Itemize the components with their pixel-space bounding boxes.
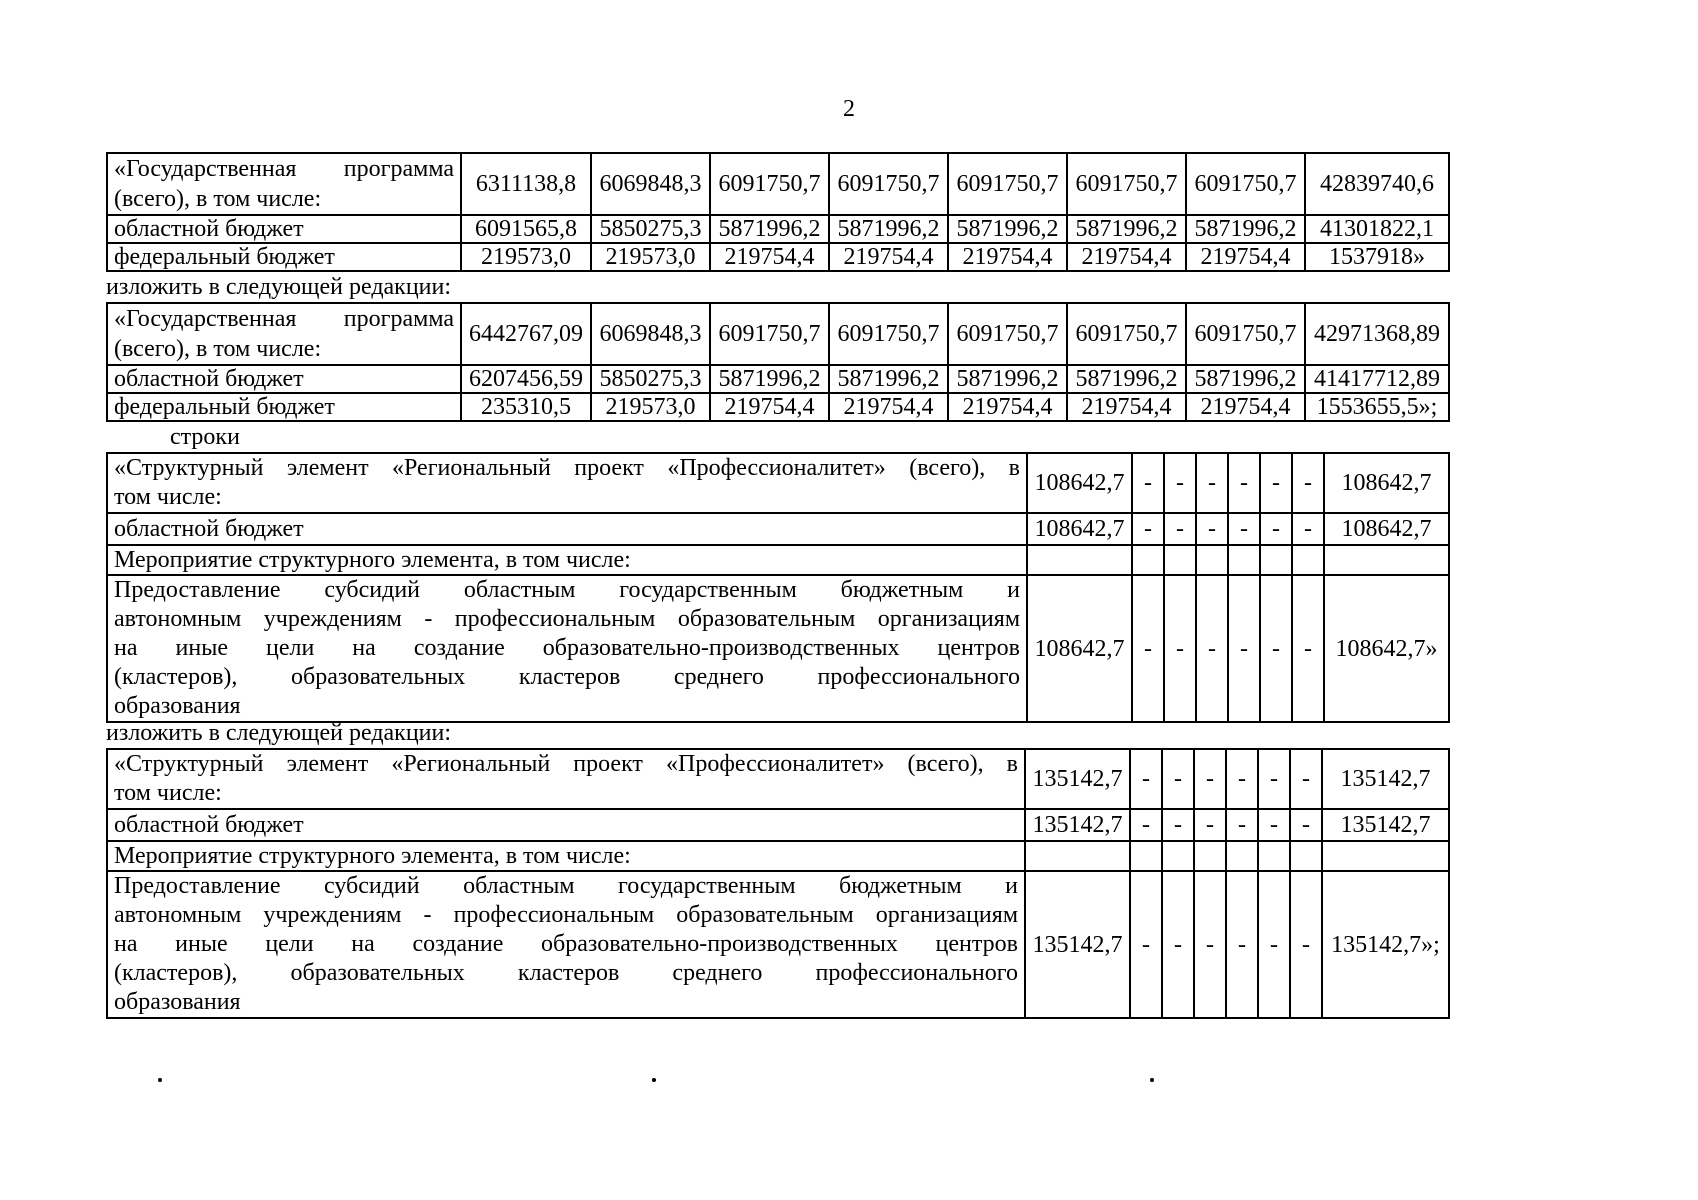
row-label-line: (кластеров), образовательных кластеров среднего профессионального	[114, 960, 1018, 986]
dash-cell: -	[1162, 749, 1194, 809]
value-cell: 6069848,3	[591, 153, 710, 215]
row-label-line: областной бюджет	[114, 516, 304, 542]
row-label-line: том числе:	[114, 780, 222, 806]
table-row	[107, 871, 1449, 1018]
value-cell: 6091750,7	[710, 153, 829, 215]
value-cell: 5871996,2	[948, 365, 1067, 393]
row-label-line: Предоставление субсидий областным государственным бюджетным и	[114, 577, 1020, 603]
total-cell: 135142,7	[1322, 749, 1449, 809]
dash-cell: -	[1228, 513, 1260, 545]
value-cell: 108642,7	[1027, 575, 1132, 722]
table-row	[107, 809, 1449, 841]
table-row	[107, 215, 1449, 243]
dash-cell: -	[1260, 453, 1292, 513]
table-row	[107, 545, 1449, 575]
table-row	[107, 243, 1449, 271]
value-cell: 42971368,89	[1305, 303, 1449, 365]
row-label-line: том числе:	[114, 484, 222, 510]
value-cell: 219573,0	[591, 243, 710, 271]
row-label: областной бюджет	[107, 215, 461, 243]
row-label-line: Мероприятие структурного элемента, в том числе:	[114, 843, 631, 869]
value-cell: 219754,4	[948, 393, 1067, 421]
value-cell: 6091750,7	[829, 303, 948, 365]
value-cell: 6442767,09	[461, 303, 591, 365]
dash-cell: -	[1162, 871, 1194, 1018]
row-label-line: (кластеров), образовательных кластеров среднего профессионального	[114, 664, 1020, 690]
dash-cell: -	[1226, 871, 1258, 1018]
value-cell: 6207456,59	[461, 365, 591, 393]
value-cell	[1025, 841, 1130, 871]
dash-cell: -	[1194, 809, 1226, 841]
budget-table-old	[106, 152, 1450, 272]
dash-cell	[1130, 841, 1162, 871]
dash-cell	[1228, 545, 1260, 575]
dash-cell: -	[1130, 809, 1162, 841]
dash-cell: -	[1226, 749, 1258, 809]
rows-label: строки	[170, 424, 240, 450]
dash-cell: -	[1228, 453, 1260, 513]
row-label: федеральный бюджет	[107, 243, 461, 271]
row-label-line: на иные цели на создание образовательно-производственных центров	[114, 931, 1018, 957]
row-label: областной бюджет	[107, 365, 461, 393]
row-label	[107, 545, 1027, 575]
value-cell: 135142,7	[1025, 749, 1130, 809]
value-cell: 6091750,7	[1186, 303, 1305, 365]
dash-cell: -	[1292, 453, 1324, 513]
table-row	[107, 365, 1449, 393]
value-cell: 5850275,3	[591, 365, 710, 393]
row-label-line: (всего), в том числе:	[114, 186, 322, 212]
value-cell: 1553655,5»;	[1305, 393, 1449, 421]
row-label-line: образования	[114, 693, 241, 719]
table-row	[107, 841, 1449, 871]
edit-instruction-1: изложить в следующей редакции:	[106, 274, 452, 300]
value-cell: 6091750,7	[829, 153, 948, 215]
value-cell: 6069848,3	[591, 303, 710, 365]
row-label	[107, 303, 461, 365]
dash-cell: -	[1290, 871, 1322, 1018]
dash-cell: -	[1196, 453, 1228, 513]
dash-cell: -	[1258, 871, 1290, 1018]
value-cell: 219754,4	[1067, 243, 1186, 271]
edit-instruction-2: изложить в следующей редакции:	[106, 720, 452, 746]
dash-cell: -	[1164, 453, 1196, 513]
dash-cell: -	[1258, 809, 1290, 841]
value-cell: 219573,0	[591, 393, 710, 421]
scan-dot	[158, 1078, 162, 1082]
dash-cell: -	[1226, 809, 1258, 841]
value-cell: 5871996,2	[710, 365, 829, 393]
value-cell: 5871996,2	[829, 215, 948, 243]
value-cell: 6091750,7	[1067, 153, 1186, 215]
row-label-line: на иные цели на создание образовательно-производственных центров	[114, 635, 1020, 661]
value-cell: 219754,4	[1186, 243, 1305, 271]
row-label-line: автономным учреждениям - профессиональным образовательным организациям	[114, 902, 1018, 928]
dash-cell	[1260, 545, 1292, 575]
table-row	[107, 749, 1449, 809]
dash-cell: -	[1196, 575, 1228, 722]
value-cell: 135142,7	[1025, 871, 1130, 1018]
row-label-line: областной бюджет	[114, 812, 304, 838]
value-cell: 5850275,3	[591, 215, 710, 243]
dash-cell: -	[1164, 575, 1196, 722]
row-label-line: Мероприятие структурного элемента, в том числе:	[114, 547, 631, 573]
value-cell: 5871996,2	[710, 215, 829, 243]
dash-cell	[1194, 841, 1226, 871]
dash-cell: -	[1290, 749, 1322, 809]
structural-element-table-old	[106, 452, 1450, 723]
dash-cell	[1292, 545, 1324, 575]
row-label	[107, 153, 461, 215]
row-label: федеральный бюджет	[107, 393, 461, 421]
dash-cell	[1164, 545, 1196, 575]
value-cell	[1027, 545, 1132, 575]
value-cell: 6091750,7	[1067, 303, 1186, 365]
value-cell: 5871996,2	[1186, 365, 1305, 393]
value-cell: 41301822,1	[1305, 215, 1449, 243]
row-label	[107, 749, 1025, 809]
dash-cell: -	[1260, 575, 1292, 722]
total-cell: 135142,7»;	[1322, 871, 1449, 1018]
dash-cell: -	[1292, 513, 1324, 545]
dash-cell	[1132, 545, 1164, 575]
dash-cell: -	[1132, 453, 1164, 513]
value-cell: 219754,4	[1186, 393, 1305, 421]
dash-cell	[1162, 841, 1194, 871]
row-label-line: «Структурный элемент «Региональный проект «Профессионалитет» (всего), в	[114, 455, 1020, 481]
row-label-line: «Государственная программа	[114, 156, 454, 182]
dash-cell: -	[1258, 749, 1290, 809]
total-cell: 108642,7	[1324, 453, 1449, 513]
value-cell: 6091750,7	[710, 303, 829, 365]
value-cell: 135142,7	[1025, 809, 1130, 841]
dash-cell: -	[1292, 575, 1324, 722]
value-cell: 5871996,2	[1067, 215, 1186, 243]
dash-cell: -	[1132, 513, 1164, 545]
dash-cell	[1196, 545, 1228, 575]
table-row	[107, 393, 1449, 421]
row-label-line: (всего), в том числе:	[114, 336, 322, 362]
value-cell: 42839740,6	[1305, 153, 1449, 215]
dash-cell: -	[1162, 809, 1194, 841]
row-label-line: автономным учреждениям - профессиональным образовательным организациям	[114, 606, 1020, 632]
dash-cell: -	[1132, 575, 1164, 722]
table-row	[107, 453, 1449, 513]
dash-cell: -	[1290, 809, 1322, 841]
dash-cell	[1290, 841, 1322, 871]
value-cell: 5871996,2	[948, 215, 1067, 243]
row-label	[107, 871, 1025, 1018]
value-cell: 41417712,89	[1305, 365, 1449, 393]
dash-cell: -	[1164, 513, 1196, 545]
dash-cell: -	[1130, 749, 1162, 809]
value-cell: 5871996,2	[829, 365, 948, 393]
row-label	[107, 575, 1027, 722]
value-cell: 6091750,7	[948, 303, 1067, 365]
dash-cell	[1226, 841, 1258, 871]
dash-cell: -	[1228, 575, 1260, 722]
value-cell: 6091565,8	[461, 215, 591, 243]
total-cell: 108642,7	[1324, 513, 1449, 545]
total-cell: 135142,7	[1322, 809, 1449, 841]
dash-cell: -	[1196, 513, 1228, 545]
row-label-line: «Государственная программа	[114, 306, 454, 332]
value-cell: 6091750,7	[1186, 153, 1305, 215]
dash-cell: -	[1194, 871, 1226, 1018]
budget-table-new	[106, 302, 1450, 422]
value-cell: 6091750,7	[948, 153, 1067, 215]
page-number: 2	[843, 96, 855, 122]
table-row	[107, 303, 1449, 365]
row-label	[107, 841, 1025, 871]
dash-cell: -	[1260, 513, 1292, 545]
value-cell: 219754,4	[710, 243, 829, 271]
row-label	[107, 809, 1025, 841]
scan-dot	[1150, 1078, 1154, 1082]
value-cell: 108642,7	[1027, 513, 1132, 545]
value-cell: 235310,5	[461, 393, 591, 421]
value-cell: 1537918»	[1305, 243, 1449, 271]
value-cell: 219754,4	[948, 243, 1067, 271]
dash-cell	[1258, 841, 1290, 871]
row-label-line: образования	[114, 989, 241, 1015]
table-row	[107, 513, 1449, 545]
value-cell: 219573,0	[461, 243, 591, 271]
table-row	[107, 575, 1449, 722]
total-cell: 108642,7»	[1324, 575, 1449, 722]
dash-cell: -	[1194, 749, 1226, 809]
value-cell: 219754,4	[829, 243, 948, 271]
value-cell: 108642,7	[1027, 453, 1132, 513]
dash-cell: -	[1130, 871, 1162, 1018]
total-cell	[1324, 545, 1449, 575]
structural-element-table-new	[106, 748, 1450, 1019]
value-cell: 219754,4	[1067, 393, 1186, 421]
value-cell: 5871996,2	[1067, 365, 1186, 393]
table-row	[107, 153, 1449, 215]
row-label-line: Предоставление субсидий областным государственным бюджетным и	[114, 873, 1018, 899]
row-label-line: «Структурный элемент «Региональный проект «Профессионалитет» (всего), в	[114, 751, 1018, 777]
value-cell: 5871996,2	[1186, 215, 1305, 243]
scan-dot	[652, 1078, 656, 1082]
total-cell	[1322, 841, 1449, 871]
row-label	[107, 453, 1027, 513]
value-cell: 6311138,8	[461, 153, 591, 215]
row-label	[107, 513, 1027, 545]
value-cell: 219754,4	[710, 393, 829, 421]
value-cell: 219754,4	[829, 393, 948, 421]
